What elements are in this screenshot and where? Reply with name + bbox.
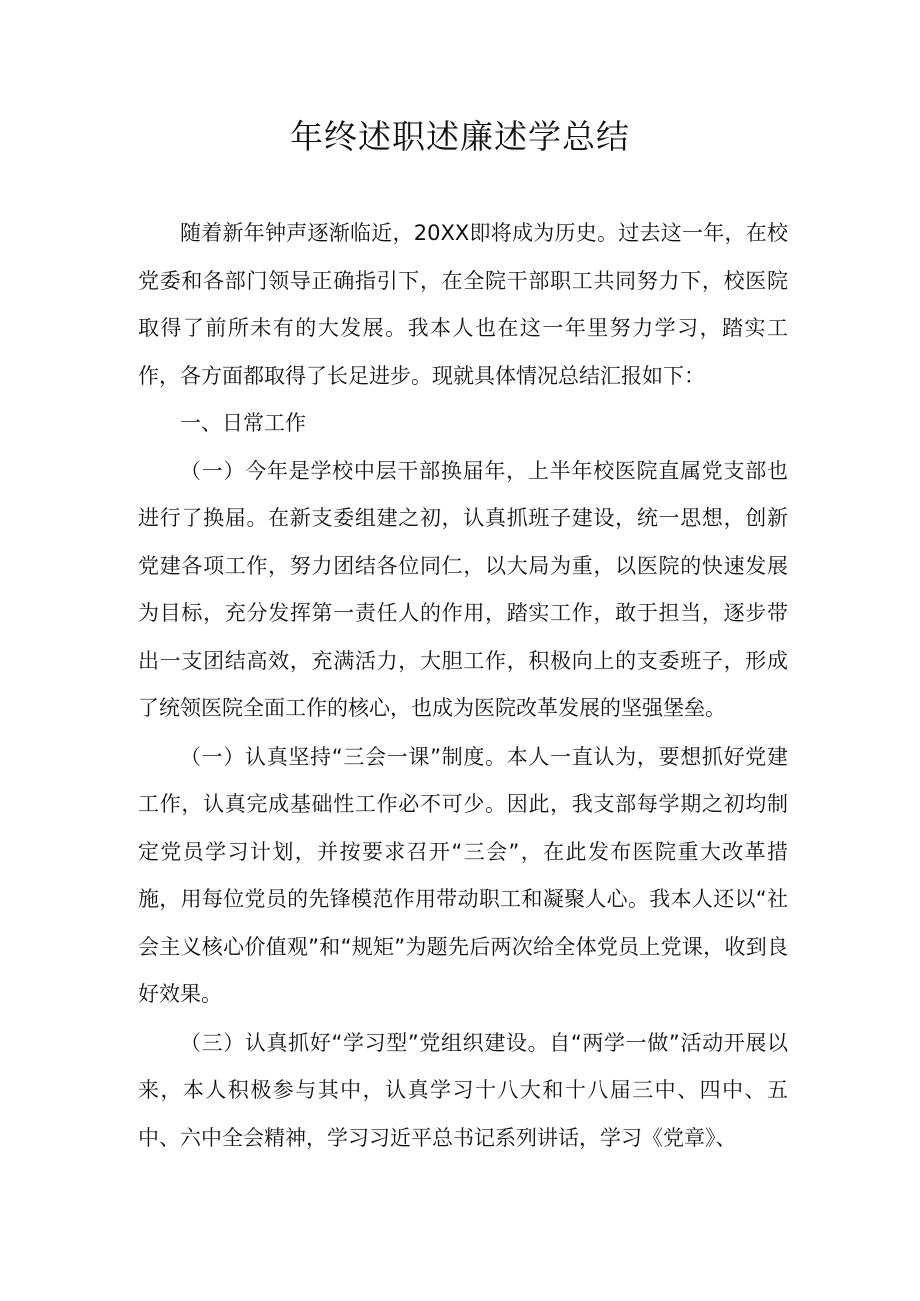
document-title: 年终述职述廉述学总结 <box>290 117 630 156</box>
document-body <box>138 210 788 1162</box>
paragraph-item-2: （一）认真坚持“三会一课”制度。本人一直认为，要想抓好党建工作，认真完成基础性工作必不可少。因此，我支部每学期之初均制定党员学习计划，并按要求召开“三会”，在此发布医院重大改革措施，用每位党员的先锋模范作用带动职工和凝聚人心。我本人还以“社会主义核心价值观”和“规矩”为题先后两次给全体党员上党课，收到良好效果。 <box>138 744 788 1006</box>
intro-paragraph: 随着新年钟声逐渐临近，20XX即将成为历史。过去这一年，在校党委和各部门领导正确指引下，在全院干部职工共同努力下，校医院取得了前所未有的大发展。我本人也在这一年里努力学习，踏实工作，各方面都取得了长足进步。现就具体情况总结汇报如下： <box>138 221 788 388</box>
paragraph-item-3: （三）认真抓好“学习型”党组织建设。自“两学一做”活动开展以来，本人积极参与其中，认真学习十八大和十八届三中、四中、五中、六中全会精神，学习习近平总书记系列讲话，学习《党章》、 <box>138 1030 788 1150</box>
section-heading-daily-work: 一、日常工作 <box>180 411 306 435</box>
paragraph-item-1: （一）今年是学校中层干部换届年，上半年校医院直属党支部也进行了换届。在新支委组建之初，认真抓班子建设，统一思想，创新党建各项工作，努力团结各位同仁，以大局为重，以医院的快速发展为目标，充分发挥第一责任人的作用，踏实工作，敢于担当，逐步带出一支团结高效，充满活力，大胆工作，积极向上的支委班子，形成了统领医院全面工作的核心，也成为医院改革发展的坚强堡垒。 <box>138 458 788 720</box>
